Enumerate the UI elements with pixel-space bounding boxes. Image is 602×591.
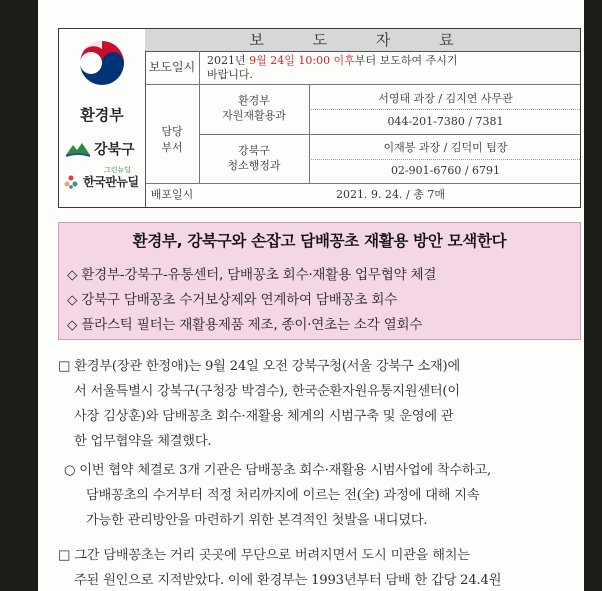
gangbuk-logo	[65, 139, 135, 159]
body-paragraph-3	[58, 543, 501, 591]
dept1-line2: 자원재활용과	[222, 109, 286, 122]
press-header-table	[58, 28, 581, 208]
paragraph-line: ○ 이번 협약 체결로 3개 기관은 담배꽁초 회수·재활용 시범사업에 착수하고,	[64, 463, 492, 478]
logo-column	[59, 29, 146, 207]
paragraph-line: 사장 김상훈)와 담배꽁초 회수·재활용 체계의 시범구축 및 운영에 관	[74, 409, 454, 424]
body-paragraph-2	[64, 458, 491, 533]
dept1-people: 서영태 과장 / 김지연 사무관	[378, 92, 513, 105]
gangbuk-logo-text: 강북구	[94, 142, 135, 158]
summary-bullet: ◇ 강북구 담배꽁초 수거보상제와 연계하여 담배꽁초 회수	[67, 292, 398, 308]
paragraph-line: □ 환경부(장관 한정애)는 9월 24일 오전 강북구청(서울 강북구 소재)에	[58, 359, 461, 374]
summary-bullet: ◇ 환경부-강북구-유통센터, 담배꽁초 회수·재활용 업무협약 체결	[67, 267, 437, 283]
distribution-value: 2021. 9. 24. / 총 7매	[336, 188, 445, 201]
release-year-text: 2021년	[207, 54, 250, 67]
headline: 환경부, 강북구와 손잡고 담배꽁초 재활용 방안 모색한다	[132, 232, 507, 250]
paragraph-line: 담배꽁초의 수거부터 적정 처리까지에 이르는 전(全) 과정에 대해 지속	[86, 488, 480, 503]
paragraph-line: □ 그간 담배꽁초는 거리 곳곳에 무단으로 버려지면서 도시 미관을 해치는	[58, 548, 470, 563]
dept2-line2: 청소행정과	[227, 159, 281, 172]
dept2-name	[199, 143, 309, 173]
press-release-page	[38, 0, 584, 591]
paragraph-line: 주된 원인으로 지적받았다. 이에 환경부는 1993년부터 담배 한 갑당 24.4원	[74, 573, 502, 588]
release-time-label: 보도일시	[148, 60, 196, 74]
body-paragraph-1	[58, 354, 460, 454]
press-release-title: 보 도 자 료	[145, 29, 580, 52]
summary-box	[58, 222, 581, 340]
dept2-people: 이재봉 과장 / 김덕미 팀장	[383, 141, 508, 154]
paragraph-line: 한 업무협약을 체결했다.	[74, 434, 212, 449]
paragraph-line: 가능한 관리방안을 마련하기 위한 본격적인 첫발을 내디뎠다.	[86, 513, 428, 528]
moe-logo-text: 환경부	[80, 106, 124, 124]
distribution-label: 배포일시	[150, 188, 194, 201]
summary-bullet: ◇ 플라스틱 필터는 재활용제품 제조, 종이·연초는 소각 열회수	[67, 317, 423, 333]
release-note-text: 부터 보도하여 주시기	[354, 54, 458, 67]
contact-dept-label: 담당 부서	[161, 125, 183, 154]
newdeal-logo-icon	[64, 175, 78, 189]
paragraph-line: 서 서울특별시 강북구(구청장 박겸수), 한국순환자원유통지원센터(이	[74, 384, 460, 399]
kecc-logo	[64, 166, 139, 190]
release-time-value	[207, 54, 577, 82]
dept1-line1: 환경부	[238, 94, 270, 107]
green-newdeal-text: 그린뉴딜	[104, 166, 132, 174]
taegeuk-emblem-icon	[76, 37, 128, 89]
mountain-logo-icon	[65, 141, 91, 157]
dept2-phone: 02-901-6760 / 6791	[390, 164, 501, 177]
dept1-phone: 044-201-7380 / 7381	[387, 115, 504, 128]
kecc-logo-text: 한국판뉴딜	[83, 175, 139, 189]
dept1-name	[199, 93, 309, 123]
dept2-line1: 강북구	[238, 144, 270, 157]
release-note-line2: 바랍니다.	[207, 68, 254, 81]
release-date-text: 9월 24일 10:00 이후	[249, 54, 355, 67]
